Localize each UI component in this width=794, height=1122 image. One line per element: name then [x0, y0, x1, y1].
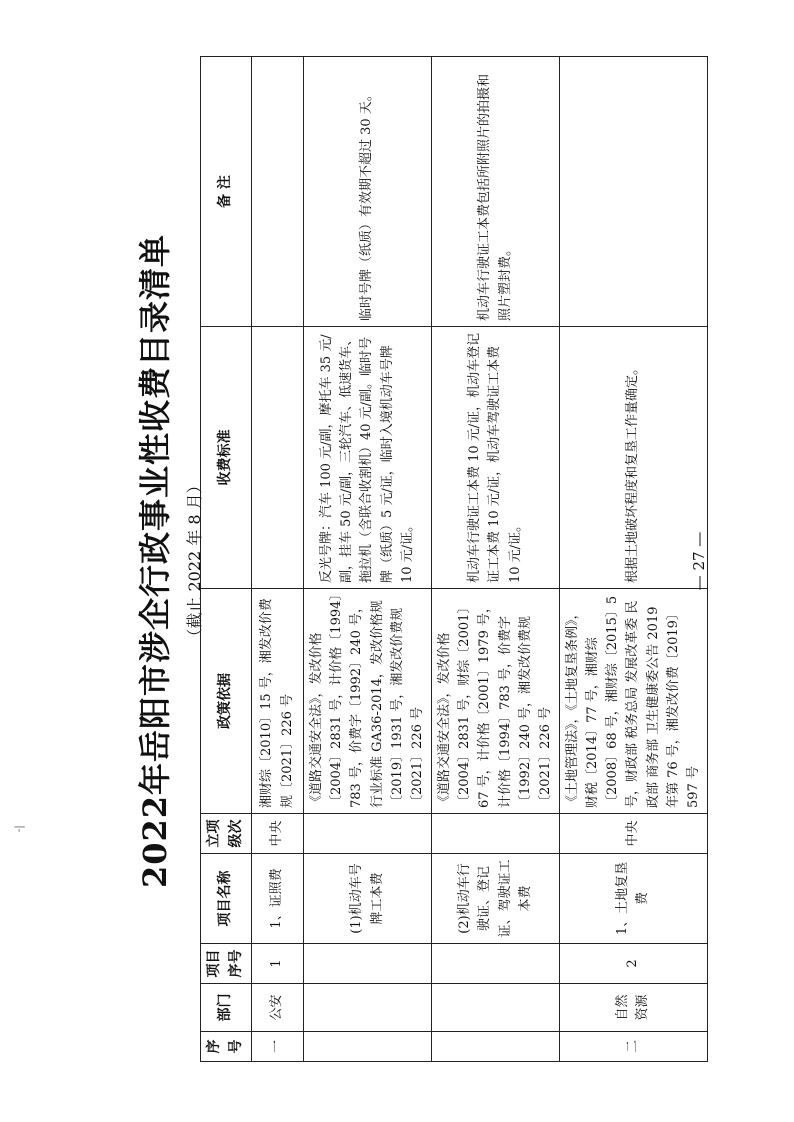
cell-item-no	[304, 944, 432, 984]
cell-item-name: 1、土地复垦费	[560, 854, 708, 944]
cell-dept: 公安	[252, 984, 304, 1032]
cell-standard: 机动车行驶证工本费 10 元/证，机动车登记证工本费 10 元/证，机动车驾驶证工本费 10 元/证。	[432, 327, 560, 589]
header-standard: 收费标准	[201, 327, 252, 589]
cell-standard	[252, 327, 304, 589]
cell-standard: 根据土地破坏程度和复垦工作量确定。	[560, 327, 708, 589]
cell-notes	[560, 57, 708, 327]
cell-basis: 《土地管理法》，《土地复垦条例》，财税〔2014〕77 号，湘财综〔2008〕68 号，湘财综〔2015〕5 号，财政部 税务总局 发展改革委 民政部 商务部 卫生健康委公告 2019 年第 76 号，湘发改价费〔2019〕597 号	[560, 589, 708, 814]
fee-catalog-table	[200, 56, 708, 1062]
cell-seq: 二	[560, 1032, 708, 1062]
cell-basis: 《道路交通安全法》，发改价格〔2004〕2831 号，计价格〔1994〕783 号，价费字〔1992〕240 号，行业标准 GA36-2014，发改价格规〔2019〕1931 号，湘发改价费规〔2021〕226 号	[304, 589, 432, 814]
header-level: 立项级次	[201, 814, 252, 854]
cell-item-name: (1)机动车号牌工本费	[304, 854, 432, 944]
cell-level: 中央	[252, 814, 304, 854]
cell-seq: 一	[252, 1032, 304, 1062]
cell-standard: 反光号牌：汽车 100 元/副，摩托车 35 元/副，挂车 50 元/副，三轮汽车、低速货车、拖拉机（含联合收割机）40 元/副。临时号牌（纸质）5 元/证，临时入境机动车号牌 10 元/证。	[304, 327, 432, 589]
table-header-row	[201, 57, 252, 1062]
header-dept: 部门	[201, 984, 252, 1032]
header-item-no: 项目序号	[201, 944, 252, 984]
cell-level: 中央	[560, 814, 708, 854]
cell-item-no: 1	[252, 944, 304, 984]
cell-notes: 临时号牌（纸质）有效期不超过 30 天。	[304, 57, 432, 327]
cell-item-no	[432, 944, 560, 984]
header-seq: 序号	[201, 1032, 252, 1062]
header-basis: 政策依据	[201, 589, 252, 814]
cell-seq	[432, 1032, 560, 1062]
cell-level	[432, 814, 560, 854]
cell-notes: 机动车行驶证工本费包括所附照片的拍摄和照片塑封费。	[432, 57, 560, 327]
table-row	[252, 57, 304, 1062]
table-row	[304, 57, 432, 1062]
document-subtitle: （截止 2022 年 8 月）	[185, 477, 204, 645]
cell-notes	[252, 57, 304, 327]
header-item-name: 项目名称	[201, 854, 252, 944]
scan-mark: -|	[14, 825, 25, 832]
header-notes: 备 注	[201, 57, 252, 327]
cell-dept: 自然资源	[560, 984, 708, 1032]
cell-item-no: 2	[560, 944, 708, 984]
table-row	[560, 57, 708, 1062]
document-title: 2022年岳阳市涉企行政事业性收费目录清单	[136, 233, 174, 889]
cell-basis: 湘财综〔2010〕15 号，湘发改价费规〔2021〕226 号	[252, 589, 304, 814]
table-row	[432, 57, 560, 1062]
cell-item-name: 1、证照费	[252, 854, 304, 944]
cell-dept	[432, 984, 560, 1032]
page-number: — 27 —	[690, 531, 708, 591]
cell-item-name: (2)机动车行驶证、登记证、驾驶证工本费	[432, 854, 560, 944]
cell-seq	[304, 1032, 432, 1062]
cell-dept	[304, 984, 432, 1032]
cell-basis: 《道路交通安全法》，发改价格〔2004〕2831 号，财综〔2001〕67 号，计价格〔2001〕1979 号，计价格〔1994〕783 号，价费字〔1992〕240 号，湘发改价费规〔2021〕226 号	[432, 589, 560, 814]
cell-level	[304, 814, 432, 854]
